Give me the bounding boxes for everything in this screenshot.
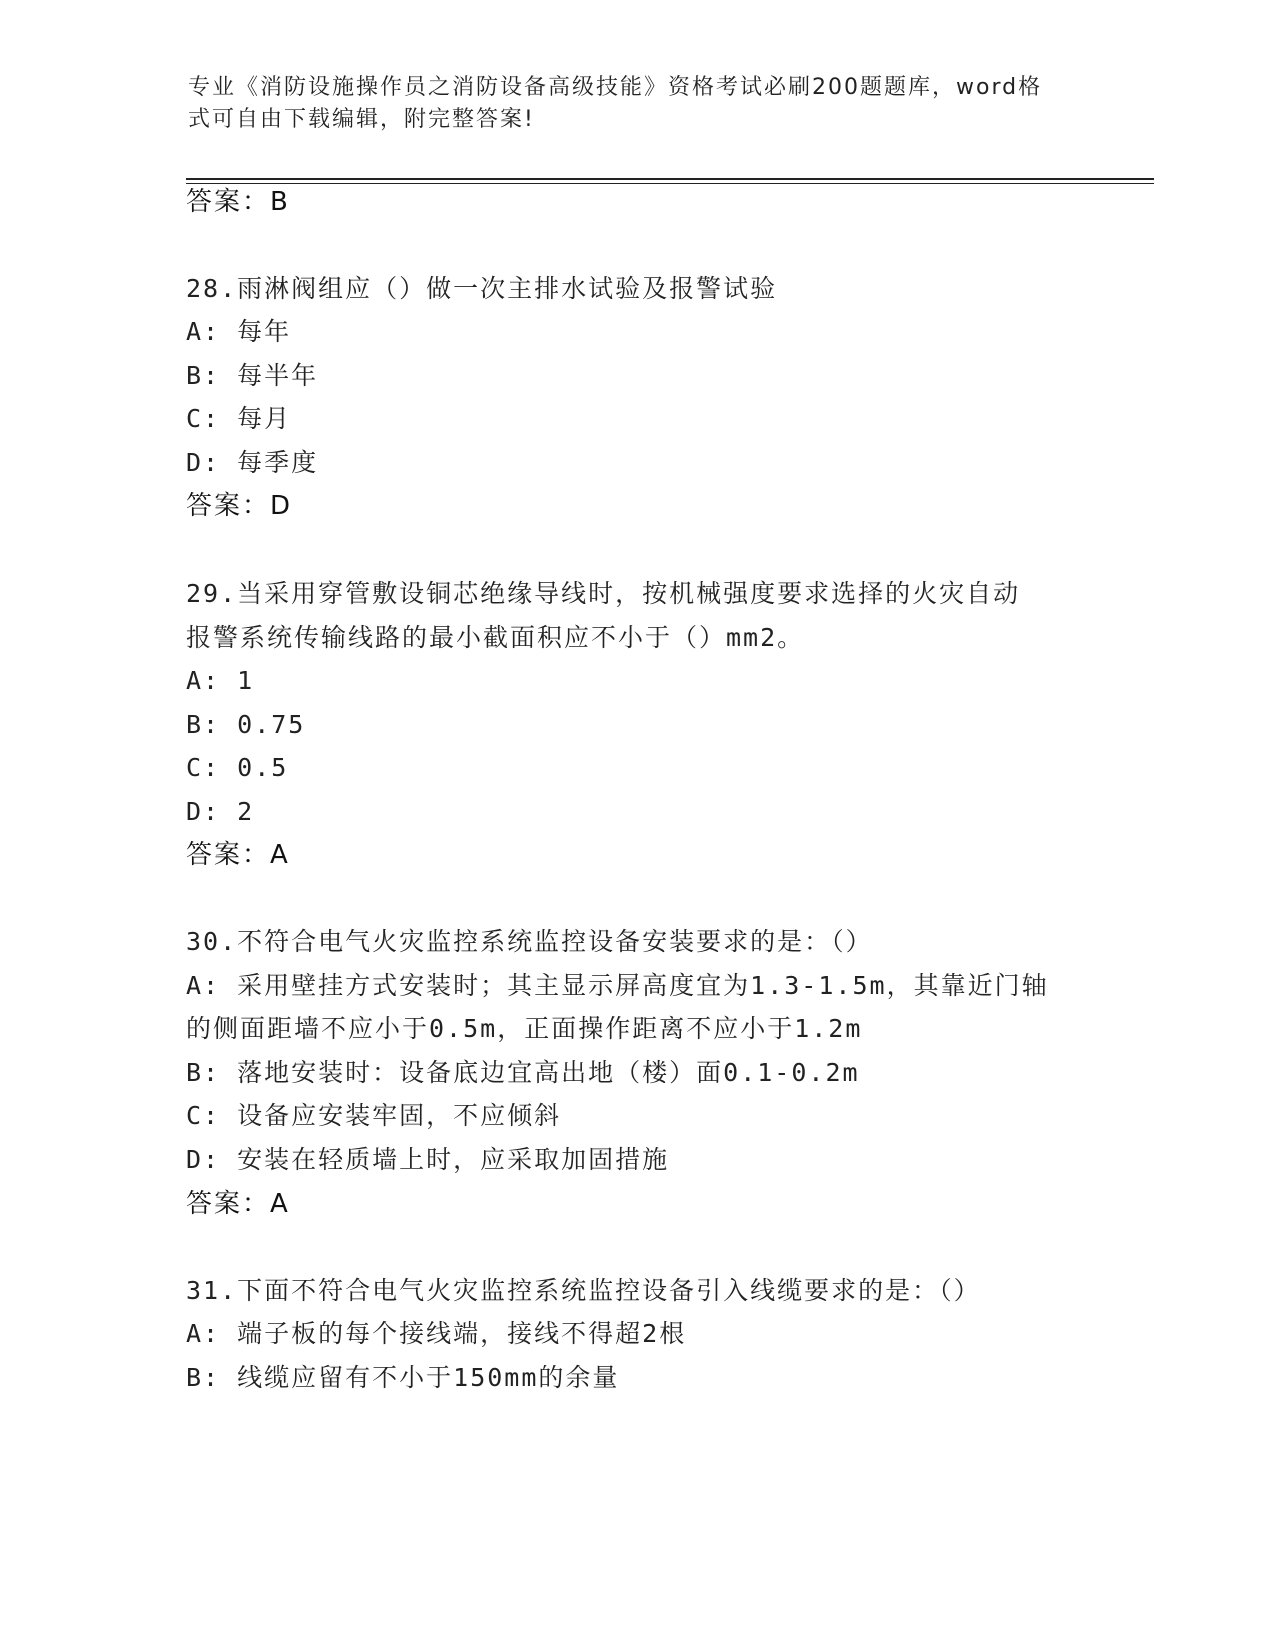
question-30-option-a-line-1: A: 采用壁挂方式安装时；其主显示屏高度宜为1.3-1.5m，其靠近门轴 xyxy=(186,971,1049,1000)
question-29-option-b: B: 0.75 xyxy=(186,710,306,739)
question-31-stem: 31.下面不符合电气火灾监控系统监控设备引入线缆要求的是：（） xyxy=(186,1276,981,1305)
header-rule-thick xyxy=(186,178,1154,180)
document-header xyxy=(188,72,1068,136)
question-31-option-a: A: 端子板的每个接线端，接线不得超2根 xyxy=(186,1319,687,1348)
question-29-stem-line-2: 报警系统传输线路的最小截面积应不小于（）mm2。 xyxy=(186,623,805,652)
question-29-option-d: D: 2 xyxy=(186,797,255,826)
question-30-option-a-line-2: 的侧面距墙不应小于0.5m，正面操作距离不应小于1.2m xyxy=(186,1014,863,1043)
question-30-option-d: D: 安装在轻质墙上时，应采取加固措施 xyxy=(186,1145,670,1174)
question-28-option-a: A: 每年 xyxy=(186,317,292,346)
question-30-answer: 答案：A xyxy=(186,1189,290,1219)
question-28-option-b: B: 每半年 xyxy=(186,361,319,390)
question-29-answer: 答案：A xyxy=(186,840,290,870)
question-28-option-c: C: 每月 xyxy=(186,404,292,433)
question-30-option-b: B: 落地安装时：设备底边宜高出地（楼）面0.1-0.2m xyxy=(186,1058,860,1087)
header-rule-thin xyxy=(186,183,1154,184)
header-line-1: 专业《消防设施操作员之消防设备高级技能》资格考试必刷200题题库，word格 xyxy=(188,75,1043,100)
question-28-option-d: D: 每季度 xyxy=(186,448,319,477)
question-29-option-c: C: 0.5 xyxy=(186,753,289,782)
question-29-stem-line-1: 29.当采用穿管敷设铜芯绝缘导线时，按机械强度要求选择的火灾自动 xyxy=(186,579,1021,608)
question-31-option-b: B: 线缆应留有不小于150mm的余量 xyxy=(186,1363,620,1392)
question-29-option-a: A: 1 xyxy=(186,666,255,695)
question-30-stem: 30.不符合电气火灾监控系统监控设备安装要求的是：（） xyxy=(186,927,873,956)
question-28-stem: 28.雨淋阀组应（）做一次主排水试验及报警试验 xyxy=(186,274,778,303)
previous-answer: 答案：B xyxy=(186,187,290,217)
header-line-2: 式可自由下载编辑，附完整答案! xyxy=(188,107,535,132)
question-28-answer: 答案：D xyxy=(186,491,293,521)
question-30-option-c: C: 设备应安装牢固，不应倾斜 xyxy=(186,1101,562,1130)
